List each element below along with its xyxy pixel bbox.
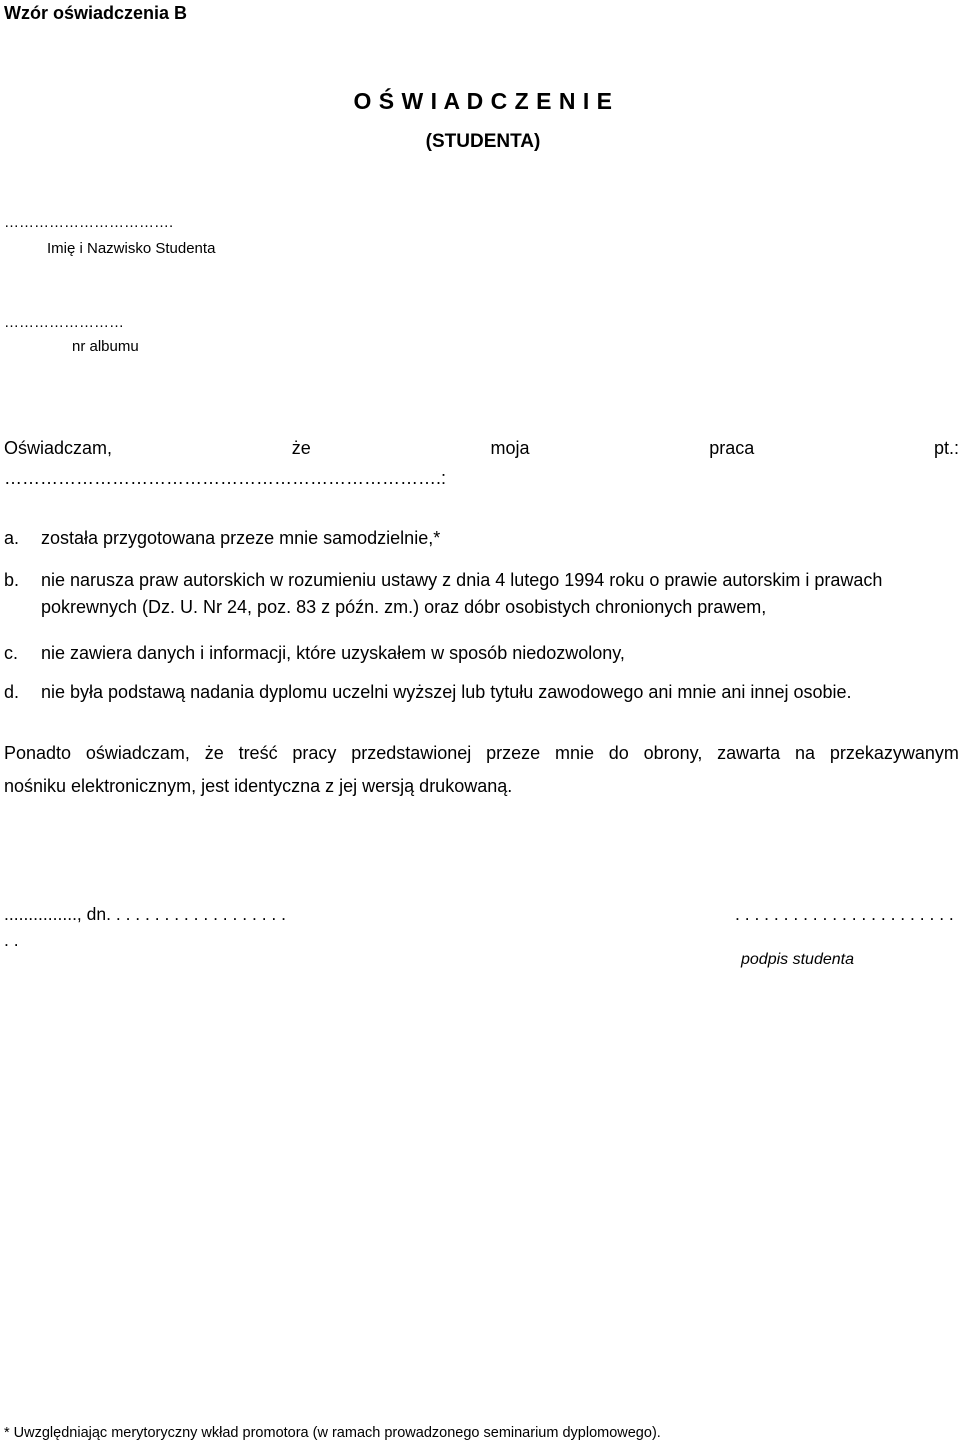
list-text: została przygotowana przeze mnie samodzielnie,* [41, 528, 441, 548]
paragraph-word: do [608, 743, 629, 763]
album-field-dots: …………………… [4, 314, 124, 331]
list-letter: d. [4, 682, 20, 702]
declaration-word: że [291, 438, 311, 458]
thesis-title-dots: ……………………………………………………………….: [4, 468, 447, 488]
album-field-label: nr albumu [72, 338, 139, 355]
paragraph-word: treść [238, 743, 278, 763]
declaration-line [4, 438, 959, 459]
document-subtitle: (STUDENTA) [425, 131, 541, 152]
list-text-continuation: pokrewnych (Dz. U. Nr 24, poz. 83 z późn. zm.) oraz dóbr osobistych chronionych prawem, [41, 597, 767, 617]
paragraph-word: obrony, [643, 743, 703, 763]
signature-label: podpis studenta [741, 951, 854, 968]
paragraph-word: mnie [554, 743, 594, 763]
paragraph-line-1 [4, 743, 959, 764]
paragraph-word: na [794, 743, 816, 763]
paragraph-word: przeze [486, 743, 541, 763]
list-letter: b. [4, 570, 20, 590]
declaration-word: praca [709, 438, 755, 458]
list-text: nie zawiera danych i informacji, które uzyskałem w sposób niedozwolony, [41, 643, 625, 663]
paragraph-word: Ponadto [4, 743, 72, 763]
form-label: Wzór oświadczenia B [4, 3, 188, 23]
paragraph-word: zawarta [717, 743, 781, 763]
list-letter: c. [4, 643, 19, 663]
list-text: nie była podstawą nadania dyplomu uczelni wyższej lub tytułu zawodowego ani mnie ani innej osobie. [41, 682, 852, 702]
paragraph-word: oświadczam, [85, 743, 190, 763]
paragraph-word: przekazywanym [829, 743, 959, 763]
name-field-dots: ……………………………. [4, 214, 174, 231]
list-text: nie narusza praw autorskich w rozumieniu ustawy z dnia 4 lutego 1994 roku o prawie autorskim i prawach [41, 570, 883, 590]
list-letter: a. [4, 528, 20, 548]
declaration-word: Oświadczam, [4, 438, 113, 458]
paragraph-word: pracy [292, 743, 337, 763]
name-field-label: Imię i Nazwisko Studenta [47, 240, 216, 257]
paragraph-word: przedstawionej [351, 743, 472, 763]
place-date-line: ..............., dn. . . . . . . . . . . . . . . . . . . [4, 904, 287, 924]
declaration-word: pt.: [933, 438, 959, 458]
paragraph-line-2: nośniku elektronicznym, jest identyczna z jej wersją drukowaną. [4, 776, 513, 796]
signature-dots: . . . . . . . . . . . . . . . . . . . . . . . [735, 904, 954, 924]
document-title: O Ś W I A D C Z E N I E [353, 88, 613, 114]
declaration-word: moja [490, 438, 530, 458]
footnote: * Uwzględniając merytoryczny wkład promotora (w ramach prowadzonego seminarium dyplomowego). [4, 1425, 661, 1441]
paragraph-word: że [204, 743, 224, 763]
place-date-line-continuation: . . [4, 930, 19, 950]
